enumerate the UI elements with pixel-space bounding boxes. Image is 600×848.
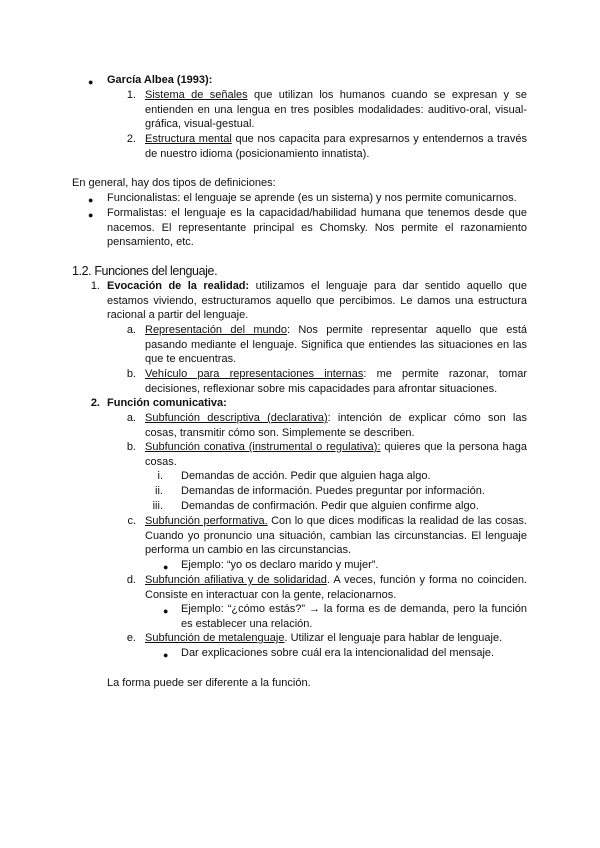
term: Subfunción performativa. <box>145 515 268 527</box>
sub-afiliativa <box>145 573 527 602</box>
definition-text: que utilizan los humanos cuando se expresan y se entienden en una lengua en tres posibles modalidades: auditivo-oral, visual-gráfica, visual-gestual. <box>145 89 527 131</box>
bullet-dot: ● <box>163 606 169 616</box>
roman-item: Demandas de acción. Pedir que alguien haga algo. <box>181 470 431 482</box>
definition-text: : me permite razonar, tomar decisiones, reflexionar sobre mis capacidades para afrontar situaciones. <box>145 368 527 395</box>
term: Subfunción de metalenguaje <box>145 632 285 644</box>
list-number: 2. <box>126 133 136 145</box>
sub-representacion <box>145 323 527 367</box>
general-bullet-1: Funcionalistas: el lenguaje se aprende (es un sistema) y nos permite comunicarnos. <box>107 192 517 204</box>
list-roman: ii. <box>155 485 163 497</box>
roman-item: Demandas de información. Puedes preguntar por información. <box>181 485 485 497</box>
definition-text: que nos capacita para expresarnos y entendernos a través de nuestro idioma (posicionamiento innatista). <box>145 133 527 160</box>
sub-metalenguaje <box>145 631 502 646</box>
definition-text: : Nos permite representar aquello que está pasando mediante el lenguaje. Significa que entiendes las situaciones en las que te encuentras. <box>145 324 527 366</box>
sub-conativa <box>145 440 527 469</box>
general-bullet-2: Formalistas: el lenguaje es la capacidad/habilidad humana que tenemos desde que nacemos. El representante principal es Chomsky. Nos permite el razonamiento pensamiento, etc. <box>107 207 527 249</box>
term: Subfunción afiliativa y de solidaridad <box>145 574 327 586</box>
bullet-dot: ● <box>88 210 94 220</box>
term: Representación del mundo <box>145 324 287 336</box>
list-number: 2. <box>90 397 100 409</box>
item-evocacion <box>107 279 527 323</box>
roman-item: Demandas de confirmación. Pedir que alguien confirme algo. <box>181 500 479 512</box>
definition-text: . Utilizar el lenguaje para hablar de lenguaje. <box>284 632 503 644</box>
definition-text: Con lo que dices modificas la realidad de las cosas. Cuando yo pronuncio una situación, cambian las circunstancias. El lenguaje performa un cambio en las circunstancias. <box>145 515 527 557</box>
garcia-item-1 <box>145 88 527 132</box>
term: Subfunción descriptiva (declarativa) <box>145 412 328 424</box>
sub-performativa <box>145 514 527 558</box>
example-bullet: Ejemplo: “¿cómo estás?” → la forma es de demanda, pero la función es establecer una relación. <box>181 603 527 630</box>
list-number: 1. <box>126 89 136 101</box>
garcia-title: García Albea (1993): <box>107 74 213 86</box>
item-text: utilizamos el lenguaje para dar sentido aquello que estamos viviendo, estructuramos aquello que percibimos. Le damos una estructura racional a partir del lenguaje. <box>107 280 527 322</box>
definition-text: . A veces, función y forma no coinciden. Consiste en interactuar con la gente, relacionarnos. <box>145 574 527 601</box>
definition-text: quieres que la persona haga cosas. <box>145 441 527 468</box>
term: Subfunción conativa (instrumental o regulativa): <box>145 441 381 453</box>
list-number: 1. <box>90 280 100 292</box>
list-roman: i. <box>157 470 163 482</box>
item-comunicativa: Función comunicativa: <box>107 397 227 409</box>
list-letter: c. <box>127 515 136 527</box>
list-letter: a. <box>126 412 136 424</box>
term: Vehículo para representaciones internas <box>145 368 364 380</box>
bullet-dot: ● <box>163 650 169 660</box>
bullet-dot: ● <box>88 195 94 205</box>
list-roman: iii. <box>152 500 163 512</box>
bullet-dot: ● <box>163 562 169 572</box>
sub-vehiculo <box>145 367 527 396</box>
garcia-item-2 <box>145 132 527 161</box>
list-letter: e. <box>126 632 136 644</box>
definition-text: : intención de explicar cómo son las cosas, transmitir cómo son. Simplemente se describen. <box>145 412 527 439</box>
list-letter: d. <box>126 574 136 586</box>
example-bullet: Dar explicaciones sobre cuál era la intencionalidad del mensaje. <box>181 647 495 659</box>
closing-text: La forma puede ser diferente a la función. <box>107 677 311 689</box>
sub-descriptiva <box>145 411 527 440</box>
list-letter: b. <box>126 368 136 380</box>
list-letter: b. <box>126 441 136 453</box>
item-title: Evocación de la realidad: <box>107 280 250 292</box>
term: Estructura mental <box>145 133 232 145</box>
bullet-dot: ● <box>88 77 94 87</box>
general-intro: En general, hay dos tipos de definiciones: <box>72 177 276 189</box>
section-heading: 1.2. Funciones del lenguaje. <box>72 264 218 278</box>
example-bullet: Ejemplo: “yo os declaro marido y mujer”. <box>181 559 379 571</box>
list-letter: a. <box>126 324 136 336</box>
term: Sistema de señales <box>145 89 248 101</box>
